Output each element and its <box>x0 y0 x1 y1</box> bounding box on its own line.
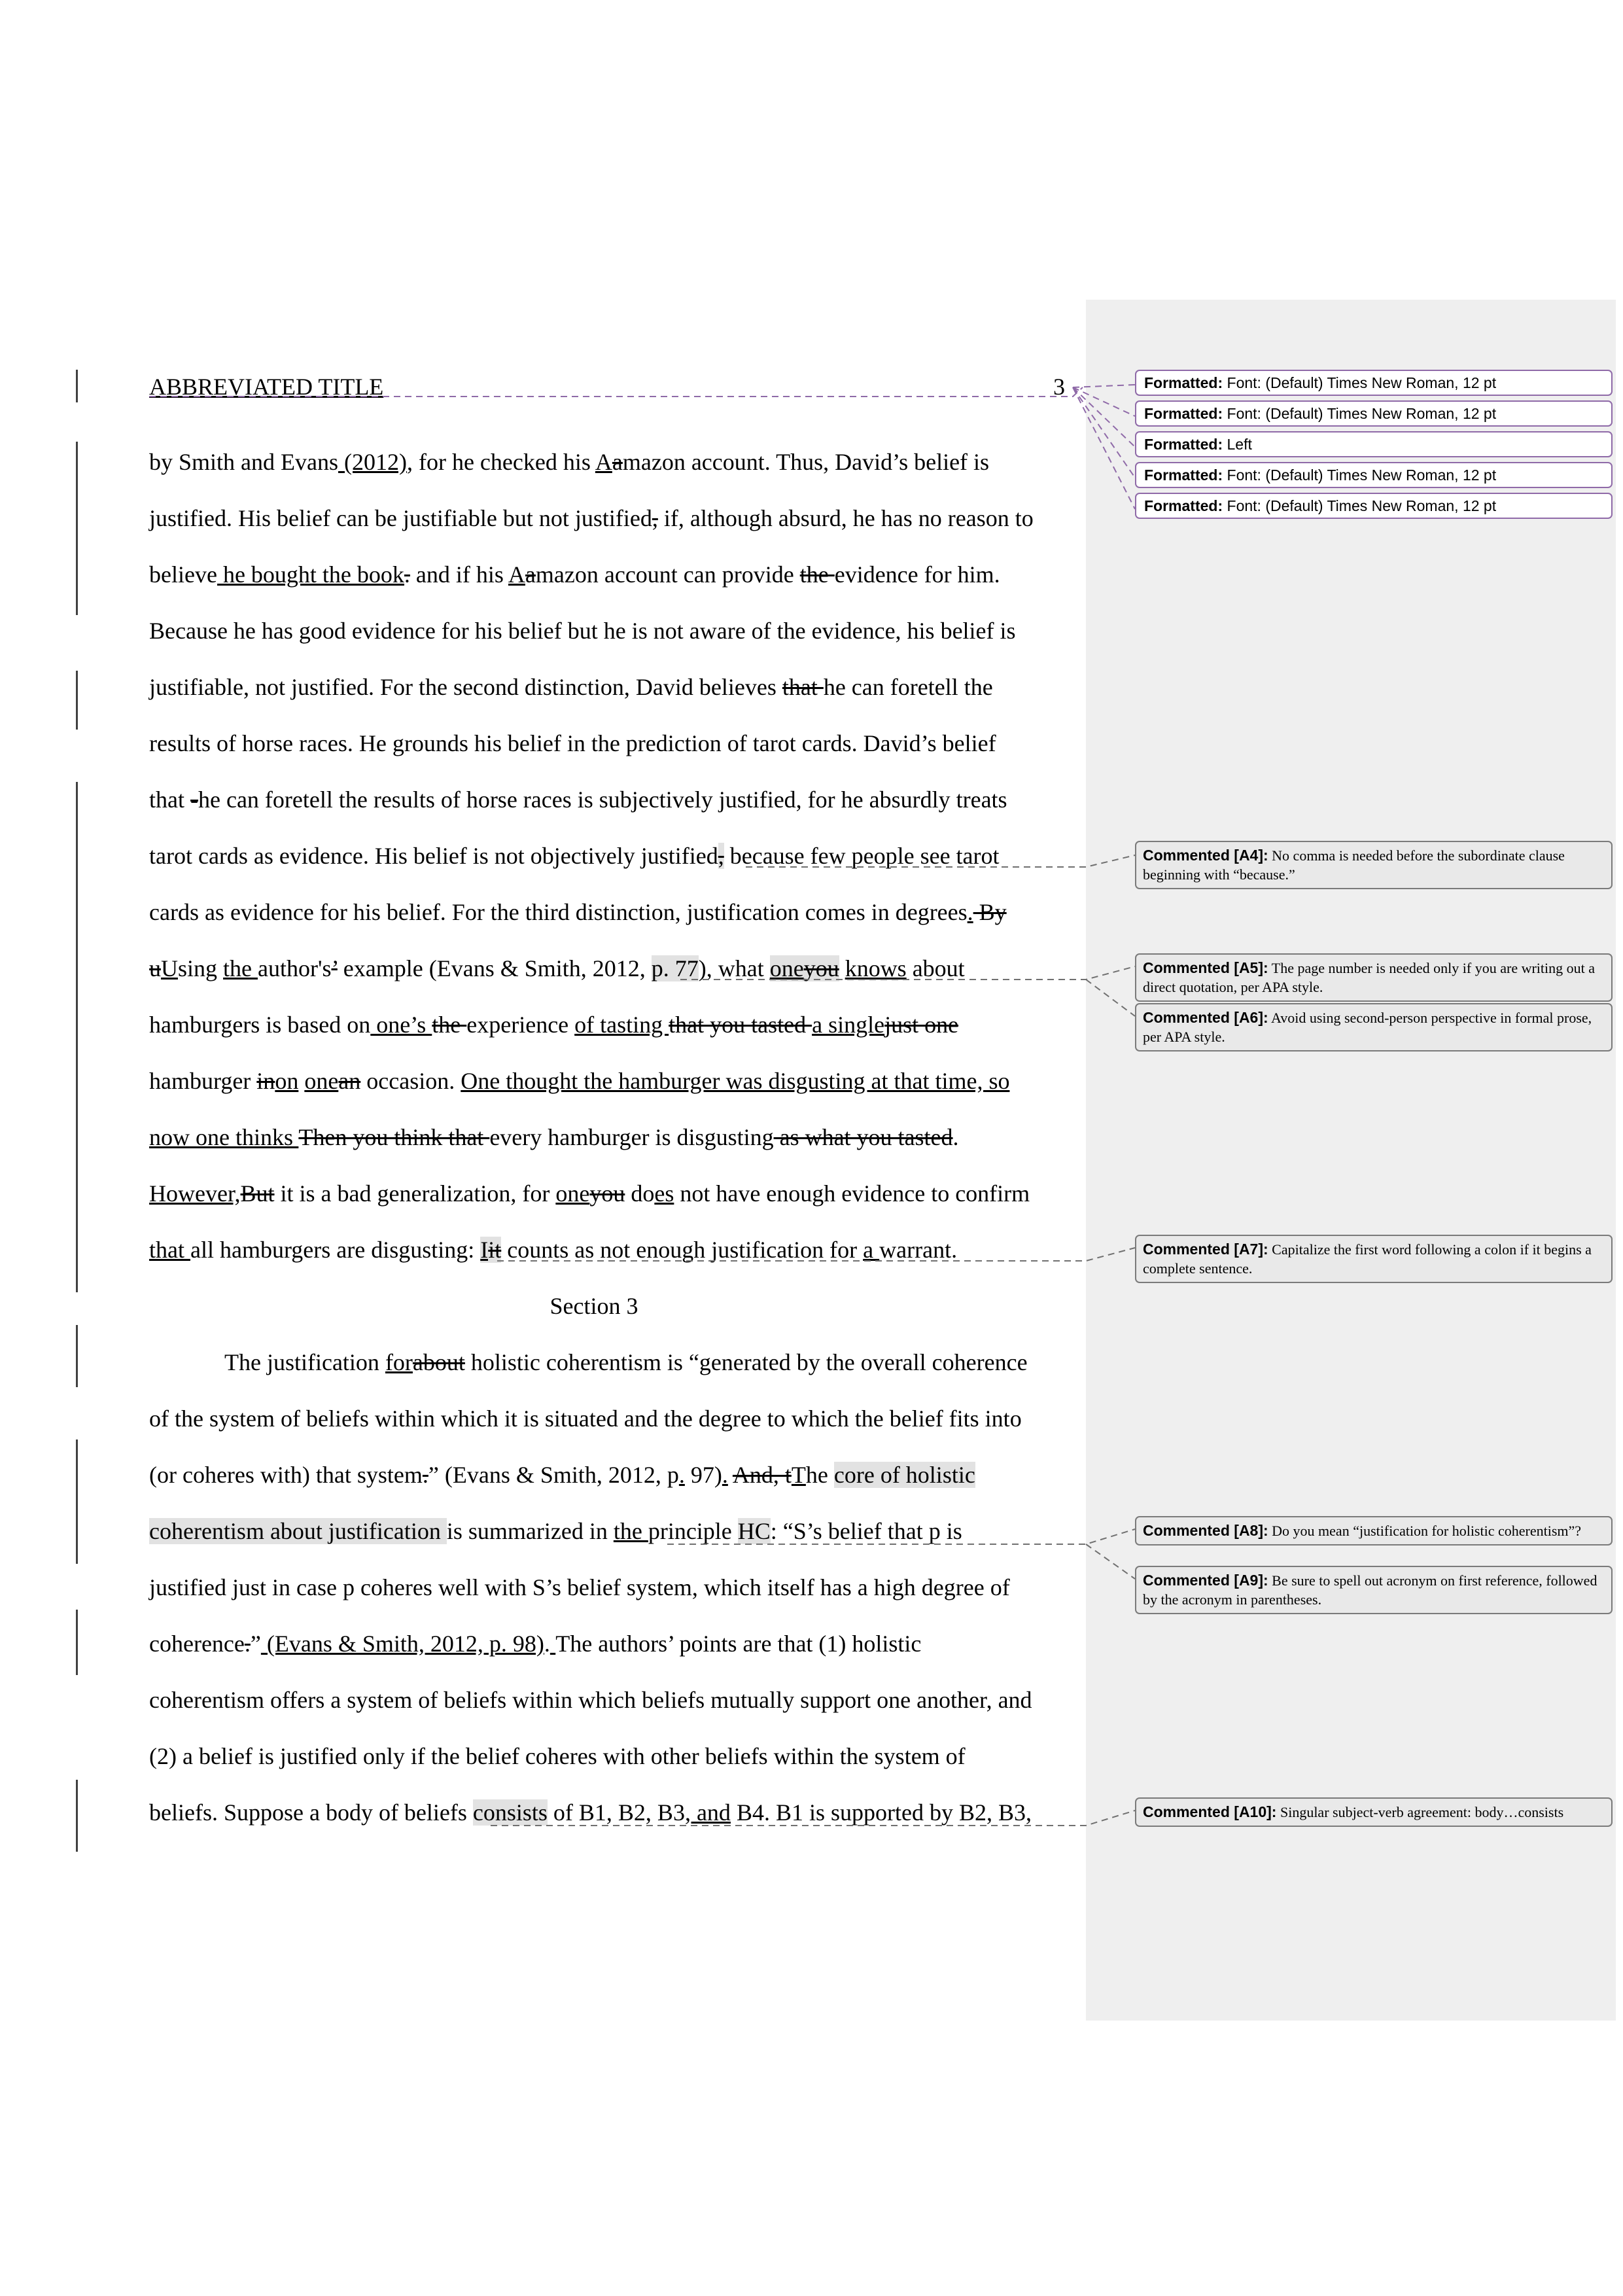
text-line <box>149 1109 1085 1165</box>
deleted-text: a <box>612 449 623 475</box>
text-line <box>149 603 1085 659</box>
text-line <box>149 884 1085 940</box>
balloon-text: Font: (Default) Times New Roman, 12 pt <box>1223 497 1497 514</box>
text-run: . <box>544 1631 550 1657</box>
deleted-text: - <box>190 786 198 813</box>
comment-balloon[interactable] <box>1135 1235 1613 1283</box>
inserted-text: one’s <box>370 1012 432 1038</box>
text-run: do <box>625 1180 655 1207</box>
text-run: is summarized in <box>446 1518 614 1544</box>
deleted-text: , <box>652 505 658 531</box>
text-run: warrant. <box>879 1237 958 1263</box>
balloon-label: Formatted: <box>1144 405 1223 422</box>
change-bar <box>76 442 78 615</box>
inserted-text: knows <box>845 955 907 981</box>
balloon-label: Formatted: <box>1144 374 1223 391</box>
text-run: beliefs. Suppose a body of beliefs <box>149 1799 473 1826</box>
deleted-text: an <box>338 1068 361 1094</box>
formatting-balloon[interactable] <box>1135 400 1613 427</box>
text-run: all hamburgers are disgusting: <box>190 1237 481 1263</box>
deleted-text: a <box>525 561 536 588</box>
text-run: author's <box>258 955 332 981</box>
text-line <box>149 940 1085 997</box>
deleted-text: in <box>256 1068 275 1094</box>
running-header <box>149 373 1078 406</box>
text-run: of B1, B2, B3 <box>547 1799 685 1826</box>
deleted-text: you <box>589 1180 625 1207</box>
text-run <box>728 1462 733 1488</box>
text-run: The authors’ points are that (1) holistic <box>555 1631 922 1657</box>
comment-label: Commented [A9]: <box>1143 1572 1268 1589</box>
deleted-text[interactable]: , <box>718 843 724 869</box>
text-line <box>149 1222 1085 1278</box>
text-line <box>149 828 1085 884</box>
inserted-text: . <box>967 899 973 925</box>
comment-text: Be sure to spell out acronym on first reference, followed by the acronym in parentheses. <box>1143 1572 1597 1608</box>
inserted-text: . <box>678 1462 685 1488</box>
formatting-balloon[interactable] <box>1135 493 1613 519</box>
comment-label: Commented [A10]: <box>1143 1803 1277 1820</box>
inserted-text: However, <box>149 1180 241 1207</box>
comment-label: Commented [A7]: <box>1143 1241 1268 1258</box>
formatting-balloon[interactable] <box>1135 462 1613 488</box>
comment-balloon[interactable] <box>1135 1566 1613 1614</box>
text-run: if, although absurd, he has no reason to <box>657 505 1034 531</box>
text-run: and if his <box>410 561 508 588</box>
commented-text[interactable]: p. 77 <box>651 955 699 981</box>
comment-balloon[interactable] <box>1135 1797 1613 1827</box>
text-run <box>839 955 845 981</box>
inserted-text: that <box>149 1237 190 1263</box>
text-line <box>149 1672 1085 1728</box>
change-bar <box>76 1325 78 1387</box>
deleted-text: Then you think that <box>298 1124 490 1150</box>
text-run: ” <box>250 1631 261 1657</box>
deleted-text: about <box>412 1349 465 1375</box>
text-run: because few people see tarot <box>724 843 1000 869</box>
inserted-text: now one thinks <box>149 1124 299 1150</box>
text-run: tarot cards as evidence. His belief is not objectively justified <box>149 843 718 869</box>
text-run <box>298 1068 304 1094</box>
balloon-label: Formatted: <box>1144 467 1223 484</box>
commented-text[interactable]: HC <box>737 1518 771 1544</box>
deleted-text: as what you tasted <box>773 1124 953 1150</box>
inserted-text: the <box>223 955 258 981</box>
text-line <box>149 997 1085 1053</box>
inserted-text: for <box>385 1349 413 1375</box>
text-line <box>149 1728 1085 1784</box>
text-line <box>149 1447 1085 1503</box>
change-bar <box>76 782 78 1292</box>
deleted-text: u <box>149 955 161 981</box>
text-run: principle <box>648 1518 738 1544</box>
deleted-text: that <box>782 674 824 700</box>
text-run: he can foretell the <box>823 674 993 700</box>
deleted-text[interactable]: you <box>803 955 839 981</box>
text-line <box>149 434 1085 490</box>
deleted-text: . <box>422 1462 428 1488</box>
text-run: holistic coherentism is “generated by the overall coherence <box>464 1349 1028 1375</box>
text-run: about <box>906 955 965 981</box>
text-run: mazon account. Thus, David’s belief is <box>622 449 990 475</box>
inserted-text: , <box>243 674 249 700</box>
text-line <box>149 1334 1085 1390</box>
text-run: example (Evans & Smith, 2012, <box>337 955 652 981</box>
comment-balloon[interactable] <box>1135 1516 1613 1545</box>
text-line <box>149 1053 1085 1109</box>
text-run: experience <box>466 1012 575 1038</box>
balloon-text: Left <box>1223 436 1252 453</box>
text-run: results of horse races. He grounds his belief in the prediction of tarot cards. David’s belief <box>149 730 996 756</box>
text-run: (or coheres with) that system <box>149 1462 423 1488</box>
text-run: of the system of beliefs within which it is situated and the degree to which the belief fits into <box>149 1405 1022 1432</box>
text-run: Because he has good evidence for his belief but he is not aware of the evidence, his belief is <box>149 618 1016 644</box>
text-run: hamburger <box>149 1068 257 1094</box>
text-run: believe <box>149 561 217 588</box>
inserted-text: on <box>275 1068 299 1094</box>
text-run: coherence <box>149 1631 245 1657</box>
inserted-text: (2012) <box>338 449 407 475</box>
text-run: by Smith and Evans <box>149 449 338 475</box>
deleted-text: ’ <box>331 955 338 981</box>
inserted-text: A <box>508 561 525 588</box>
text-line <box>149 1165 1085 1222</box>
text-line <box>149 1616 1085 1672</box>
comment-label: Commented [A6]: <box>1143 1009 1268 1026</box>
inserted-text: he bought the book <box>217 561 404 588</box>
comment-balloon[interactable] <box>1135 953 1613 1002</box>
text-run: The justification <box>224 1349 385 1375</box>
deleted-text: . <box>244 1631 251 1657</box>
deleted-text: that you tasted <box>669 1012 812 1038</box>
deleted-text: But <box>240 1180 275 1207</box>
comment-text: Do you mean “justification for holistic coherentism”? <box>1268 1523 1582 1539</box>
text-run: it is a bad generalization, for <box>274 1180 556 1207</box>
text-run: that <box>149 786 190 813</box>
commented-text[interactable]: core of holistic <box>833 1462 975 1488</box>
text-run: 97) <box>684 1462 722 1488</box>
text-run: counts as not enough justification for <box>501 1237 864 1263</box>
text-run: cards as evidence for his belief. For the third distinction, justification comes in degrees <box>149 899 968 925</box>
deleted-text: And, t <box>732 1462 792 1488</box>
text-run: ” (Evans & Smith, 2012, p <box>428 1462 679 1488</box>
text-run: occasion. <box>360 1068 461 1094</box>
text-line <box>149 1503 1085 1559</box>
comment-balloon[interactable] <box>1135 841 1613 889</box>
inserted-text: U <box>161 955 178 981</box>
balloon-text: Font: (Default) Times New Roman, 12 pt <box>1223 467 1497 484</box>
deleted-text: just one <box>884 1012 959 1038</box>
inserted-text: (Evans & Smith, 2012, p. 98) <box>260 1631 544 1657</box>
text-run: every hamburger is disgusting <box>489 1124 774 1150</box>
deleted-text: . <box>404 561 410 588</box>
inserted-text: one <box>304 1068 339 1094</box>
inserted-text: , and <box>684 1799 731 1826</box>
comment-text: Singular subject-verb agreement: body…consists <box>1276 1804 1564 1820</box>
text-run: hamburgers is based on <box>149 1012 371 1038</box>
inserted-text: One thought the hamburger was disgusting at that time, so <box>461 1068 1010 1094</box>
text-run: justifiable <box>149 674 243 700</box>
formatting-balloon[interactable] <box>1135 370 1613 396</box>
deleted-text: the <box>432 1012 467 1038</box>
inserted-text: a single <box>812 1012 885 1038</box>
commented-text[interactable]: coherentism about justification <box>149 1518 447 1544</box>
text-run: (2) a belief is justified only if the belief coheres with other beliefs within the system of <box>149 1743 966 1769</box>
inserted-text: a <box>863 1237 880 1263</box>
running-head-title: ABBREVIATED TITLE <box>149 374 384 400</box>
comment-text: No comma is needed before the subordinate clause beginning with “because.” <box>1143 847 1565 883</box>
text-line <box>149 771 1085 828</box>
comment-text: Avoid using second-person perspective in formal prose, per APA style. <box>1143 1010 1592 1045</box>
text-run: B4. B1 is supported by B2, B3, <box>730 1799 1032 1826</box>
text-run: , for he checked his <box>406 449 595 475</box>
text-run: sing <box>178 955 224 981</box>
change-bar <box>76 1439 78 1564</box>
text-run: . <box>952 1124 959 1150</box>
text-run: not have enough evidence to confirm <box>674 1180 1030 1207</box>
commented-text[interactable]: consists <box>472 1799 548 1826</box>
balloon-text: Font: (Default) Times New Roman, 12 pt <box>1223 374 1497 391</box>
comment-label: Commented [A8]: <box>1143 1522 1268 1539</box>
inserted-text: one <box>555 1180 590 1207</box>
markup-pane <box>1086 300 1616 2021</box>
text-line <box>149 1390 1085 1447</box>
deleted-text: the <box>799 561 835 588</box>
text-run: not justified. For the second distinction, David believes <box>249 674 782 700</box>
balloon-label: Formatted: <box>1144 436 1223 453</box>
text-run: justified just in case p coheres well with S’s belief system, which itself has a high degree of <box>149 1574 1010 1600</box>
text-run: evidence for him. <box>834 561 1000 588</box>
text-run: ), what <box>698 955 770 981</box>
balloon-text: Font: (Default) Times New Roman, 12 pt <box>1223 405 1497 422</box>
text-run: he can foretell the results of horse races is subjectively justified, for he absurdly treats <box>198 786 1007 813</box>
text-line <box>149 490 1085 546</box>
deleted-text[interactable]: it <box>488 1237 502 1263</box>
text-line <box>149 1559 1085 1616</box>
change-bar <box>76 1780 78 1852</box>
formatting-balloon[interactable] <box>1135 431 1613 457</box>
comment-label: Commented [A5]: <box>1143 959 1268 976</box>
comment-text: Capitalize the first word following a colon if it begins a complete sentence. <box>1143 1241 1592 1277</box>
text-run: mazon account can provide <box>535 561 800 588</box>
text-line <box>149 546 1085 603</box>
comment-balloon[interactable] <box>1135 1003 1613 1051</box>
balloon-label: Formatted: <box>1144 497 1223 514</box>
inserted-text: A <box>595 449 612 475</box>
text-run: : “S’s belief that p is <box>770 1518 962 1544</box>
inserted-text: . <box>722 1462 728 1488</box>
inserted-text <box>550 1631 555 1657</box>
comment-label: Commented [A4]: <box>1143 847 1268 864</box>
text-run: justified. His belief can be justifiable but not justified <box>149 505 652 531</box>
text-run: he <box>805 1462 834 1488</box>
inserted-text[interactable]: I <box>480 1237 489 1263</box>
change-bar <box>76 370 78 402</box>
inserted-text: T <box>791 1462 806 1488</box>
change-bar <box>76 671 78 730</box>
text-line <box>149 659 1085 715</box>
page-number: 3 <box>1053 374 1065 400</box>
inserted-text[interactable]: one <box>769 955 804 981</box>
text-line <box>149 1784 1085 1841</box>
inserted-text: the <box>613 1518 648 1544</box>
section-heading <box>149 1278 1085 1334</box>
text-line <box>149 715 1085 771</box>
inserted-text: of tasting <box>574 1012 669 1038</box>
document-body[interactable] <box>149 434 1085 1841</box>
deleted-text: By <box>973 899 1007 925</box>
change-bar <box>76 1610 78 1675</box>
text-run: coherentism offers a system of beliefs within which beliefs mutually support one another, and <box>149 1687 1032 1713</box>
inserted-text: es <box>654 1180 674 1207</box>
text-run: Section 3 <box>550 1293 638 1319</box>
comment-text: The page number is needed only if you are writing out a direct quotation, per APA style. <box>1143 960 1596 995</box>
